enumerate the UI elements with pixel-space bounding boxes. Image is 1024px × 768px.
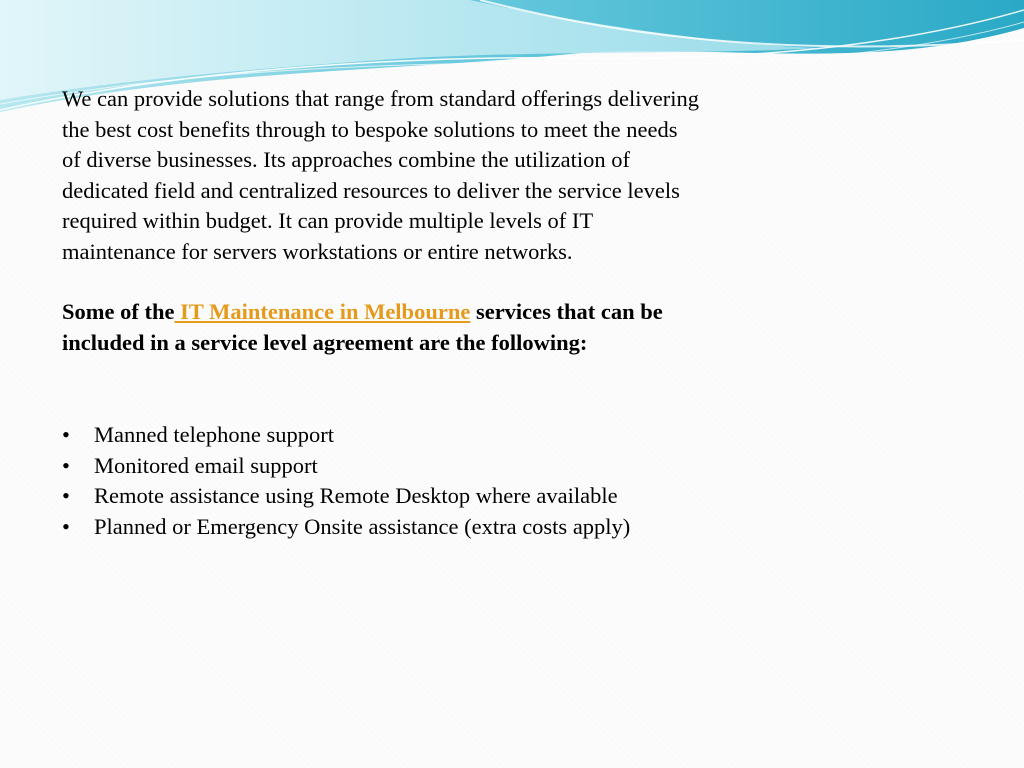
list-item bbox=[62, 512, 862, 543]
bullet-icon: • bbox=[62, 452, 70, 478]
it-maintenance-melbourne-link[interactable]: IT Maintenance in Melbourne bbox=[174, 299, 471, 324]
bullet-icon: • bbox=[62, 422, 70, 447]
services-list bbox=[62, 420, 862, 542]
list-item bbox=[62, 481, 862, 512]
list-item-text: Remote assistance using Remote Desktop where available bbox=[94, 483, 618, 508]
bullet-icon: • bbox=[62, 483, 70, 508]
slide-content bbox=[62, 84, 862, 542]
services-lead-in bbox=[62, 297, 862, 358]
list-item bbox=[62, 420, 862, 451]
lead-in-text-after: services that can be included in a service level agreement are the following: bbox=[62, 299, 663, 355]
intro-paragraph: We can provide solutions that range from standard offerings delivering the best cost benefits through to bespoke solutions to meet the needs of diverse businesses. Its approaches combine the utilization of dedicated field and centralized resources to deliver the service levels required within budget. It can provide multiple levels of IT maintenance for servers workstations or entire networks. bbox=[62, 86, 699, 264]
lead-in-text-before: Some of the bbox=[62, 299, 175, 324]
list-item-text: Monitored email support bbox=[94, 452, 318, 478]
list-item-text: Planned or Emergency Onsite assistance (extra costs apply) bbox=[94, 513, 631, 539]
bullet-icon: • bbox=[62, 513, 70, 539]
list-item-text: Manned telephone support bbox=[94, 422, 334, 447]
list-item bbox=[62, 451, 862, 482]
